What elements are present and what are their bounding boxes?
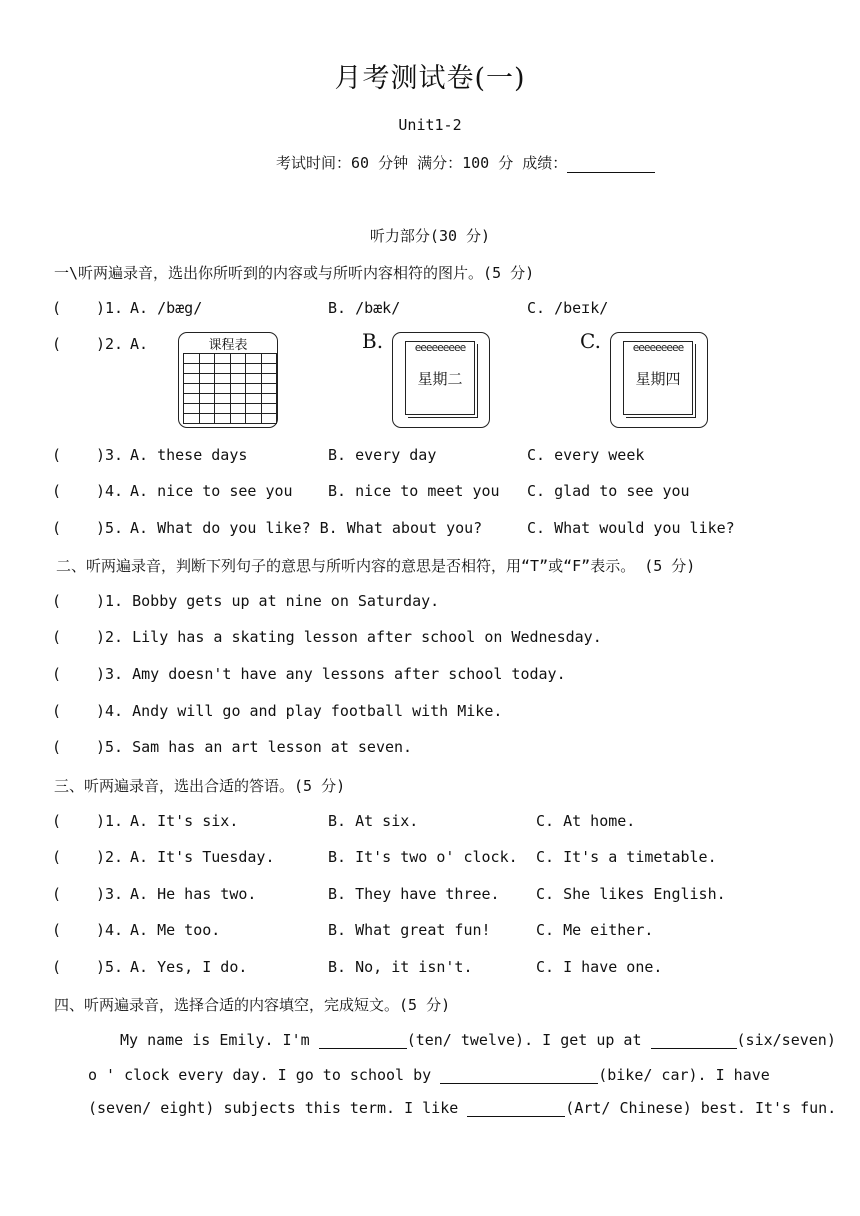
answer-paren[interactable]: ( [52,885,62,903]
answer-paren[interactable]: ( [52,958,62,976]
option-b: B. /bæk/ [328,299,401,317]
answer-paren[interactable]: ( [52,299,62,317]
option-a: A. Yes, I do. [130,958,248,976]
calendar-pad [405,341,475,415]
part2-heading: 二、听两遍录音，判断下列句子的意思与所听内容的意思是否相符，用“T”或“F”表示。 (5 分) [56,557,696,575]
part1-q5 [52,519,812,539]
statement-text: )5. Sam has an art lesson at seven. [96,738,413,756]
calendar-thursday-image [610,332,708,428]
answer-paren[interactable]: ( [52,482,62,500]
passage-text: (bike/ car). I have [598,1066,770,1084]
answer-paren[interactable]: ( [52,812,62,830]
question-number: )2. [96,848,124,866]
part1-q4 [52,482,812,502]
option-c: C. Me either. [536,921,654,939]
option-a: A. He has two. [130,885,257,903]
passage-text: My name is Emily. I'm [120,1031,319,1049]
option-b: B. every day [328,446,437,464]
option-a: A. these days [130,446,248,464]
question-number: )3. [96,446,124,464]
question-number: )1. [96,299,124,317]
passage-text: (seven/ eight) subjects this term. I like [88,1099,468,1117]
question-number: )5. [96,958,124,976]
option-c: C. What would you like? [527,519,735,537]
fill-blank-2[interactable] [651,1032,737,1049]
passage-text: (six/seven) [736,1031,836,1049]
answer-paren[interactable]: ( [52,921,62,939]
answer-paren[interactable]: ( [52,592,62,610]
score-blank[interactable] [567,156,655,173]
calendar-rings: eeeeeeeee [632,341,684,354]
answer-paren[interactable]: ( [52,702,62,720]
question-number: )1. [96,812,124,830]
question-number: )2. [96,335,124,353]
option-c: C. It's a timetable. [536,848,717,866]
option-c-label: C. [580,329,601,353]
statement-text: )4. Andy will go and play football with Mike. [96,702,503,720]
question-number: )4. [96,921,124,939]
answer-paren[interactable]: ( [52,446,62,464]
part3-q3 [52,885,812,905]
part1-q3 [52,446,812,466]
fill-blank-4[interactable] [467,1100,565,1117]
calendar-rings: eeeeeeeee [414,341,466,354]
answer-paren[interactable]: ( [52,335,62,353]
calendar-tuesday-image [392,332,490,428]
question-number: )5. [96,519,124,537]
option-b: B. What great fun! [328,921,491,939]
part3-q4 [52,921,812,941]
option-b: B. No, it isn't. [328,958,473,976]
answer-paren[interactable]: ( [52,519,62,537]
answer-paren[interactable]: ( [52,628,62,646]
option-a: A. It's six. [130,812,239,830]
fill-blank-1[interactable] [319,1032,407,1049]
unit-label: Unit1-2 [398,116,462,134]
part3-heading: 三、听两遍录音，选出合适的答语。(5 分) [54,777,346,795]
part3-q2 [52,848,812,868]
part2-item [52,702,812,722]
answer-paren[interactable]: ( [52,848,62,866]
option-a: A. /bæg/ [130,299,203,317]
option-b: B. nice to meet you [328,482,500,500]
part2-item [52,738,812,758]
passage-line-1 [120,1031,836,1049]
timetable-title: 课程表 [208,338,248,353]
statement-text: )3. Amy doesn't have any lessons after school today. [96,665,566,683]
calendar-day-text: 星期四 [635,370,681,388]
calendar-pad [623,341,693,415]
option-a: A. nice to see you [130,482,293,500]
page-title: 月考测试卷(一) [334,63,526,94]
fill-blank-3[interactable] [440,1067,598,1084]
exam-info-text: 考试时间：60 分钟 满分：100 分 成绩： [276,154,568,172]
option-b: B. It's two o' clock. [328,848,518,866]
option-a-b: A. What do you like? B. What about you? [130,519,483,537]
part3-q5 [52,958,812,978]
calendar-day-text: 星期二 [417,370,463,388]
option-c: C. glad to see you [527,482,690,500]
option-c: C. At home. [536,812,636,830]
part2-item [52,628,812,648]
part4-heading: 四、听两遍录音，选择合适的内容填空，完成短文。(5 分) [54,996,451,1014]
listening-heading: 听力部分(30 分) [369,227,491,245]
option-c: C. I have one. [536,958,663,976]
option-b-label: B. [362,329,384,353]
timetable-image [178,332,278,428]
option-b: B. They have three. [328,885,500,903]
part2-item [52,592,812,612]
passage-text: o ' clock every day. I go to school by [88,1066,441,1084]
passage-text: (Art/ Chinese) best. It's fun. [565,1099,837,1117]
part1-q1 [52,299,812,319]
question-number: )3. [96,885,124,903]
timetable-grid [183,353,277,424]
answer-paren[interactable]: ( [52,738,62,756]
passage-line-2 [88,1066,770,1084]
part1-heading: 一\听两遍录音，选出你所听到的内容或与所听内容相符的图片。(5 分) [54,264,535,282]
option-c: C. She likes English. [536,885,726,903]
question-number: )4. [96,482,124,500]
part2-item [52,665,812,685]
passage-text: (ten/ twelve). I get up at [406,1031,651,1049]
statement-text: )2. Lily has a skating lesson after school on Wednesday. [96,628,602,646]
option-c: C. /beɪk/ [527,299,609,317]
statement-text: )1. Bobby gets up at nine on Saturday. [96,592,440,610]
passage-line-3 [88,1099,836,1117]
option-a: A. Me too. [130,921,221,939]
option-a-label: A. [130,335,149,353]
part1-q2 [52,329,812,435]
part3-q1 [52,812,812,832]
exam-info [276,152,655,173]
option-b: B. At six. [328,812,419,830]
option-a: A. It's Tuesday. [130,848,275,866]
answer-paren[interactable]: ( [52,665,62,683]
option-c: C. every week [527,446,645,464]
